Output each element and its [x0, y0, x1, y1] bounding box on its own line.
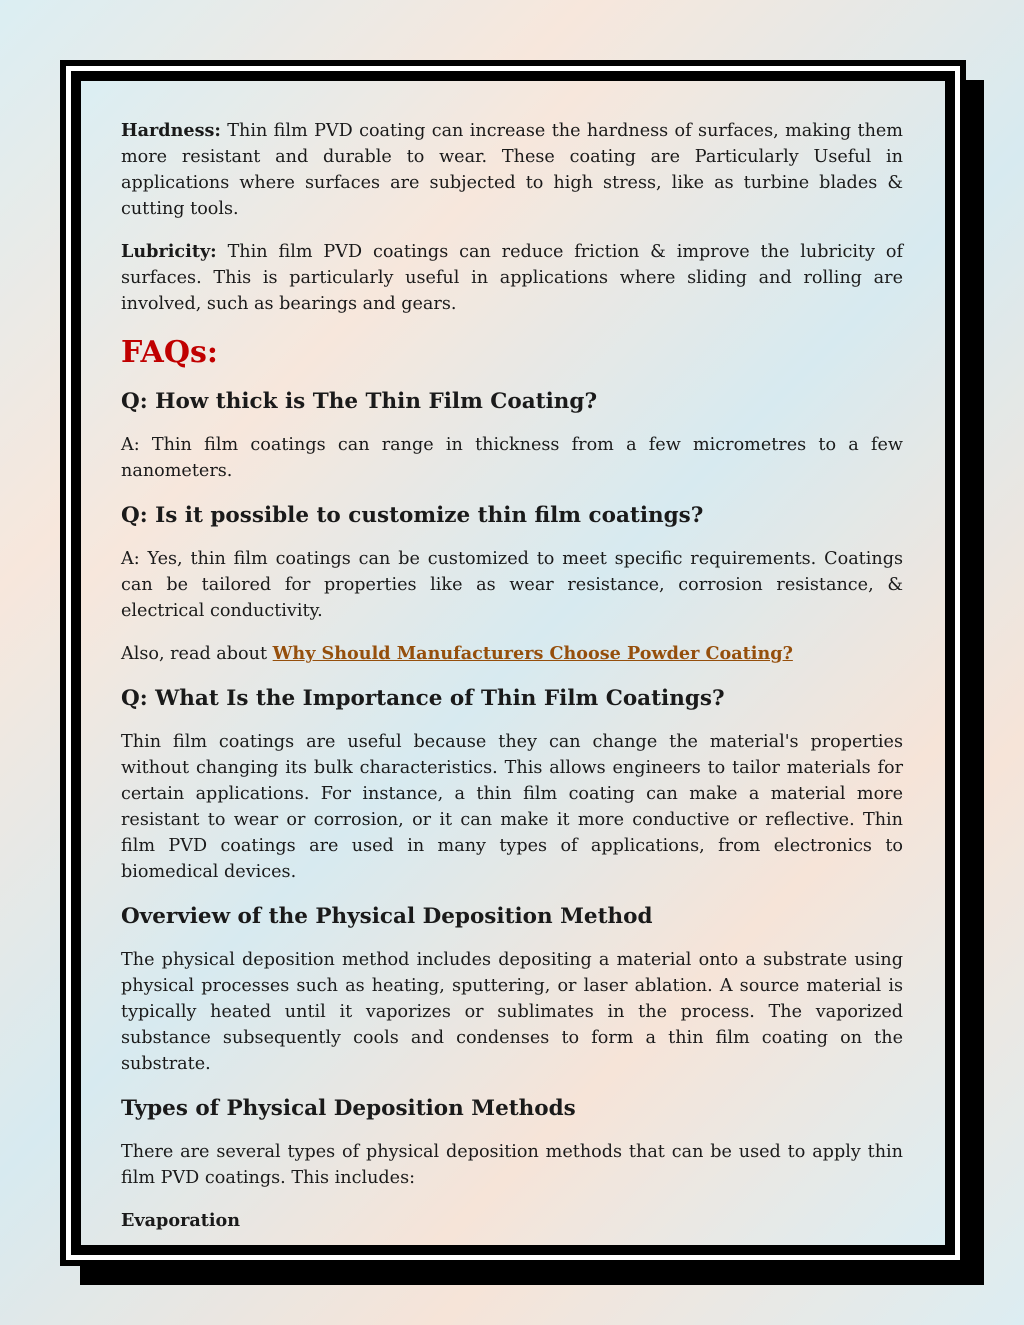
also-read-paragraph: [121, 641, 903, 667]
lubricity-text: Thin film PVD coatings can reduce friction & improve the lubricity of surfaces. This is particularly useful in applications where sliding and rolling are involved, such as bearings and gears.: [121, 242, 903, 314]
faq-answer-2: A: Yes, thin film coatings can be customized to meet specific requirements. Coatings can be tailored for properties like as wear resistance, corrosion resistance, & electrical conductivity.: [121, 549, 903, 621]
powder-coating-link[interactable]: Why Should Manufacturers Choose Powder Coating?: [272, 643, 793, 664]
faq-question-1: Q: How thick is The Thin Film Coating?: [121, 389, 598, 414]
importance-answer: Thin film coatings are useful because they can change the material's properties without changing its bulk characteristics. This allows engineers to tailor materials for certain applications. For instance, a thin film coating can make a material more resistant to wear or corrosion, or it can make it more conductive or reflective. Thin film PVD coatings are used in many types of applications, from electronics to biomedical devices.: [121, 732, 903, 882]
hardness-text: Thin film PVD coating can increase the hardness of surfaces, making them more resistant and durable to wear. These coating are Particularly Useful in applications where surfaces are subjected to high stress, like as turbine blades & cutting tools.: [121, 121, 903, 219]
document-body: [121, 118, 903, 1251]
also-read-prefix: Also, read about: [121, 644, 273, 664]
importance-question: Q: What Is the Importance of Thin Film Coatings?: [121, 686, 725, 711]
hardness-label: Hardness:: [121, 120, 221, 141]
lubricity-paragraph: [121, 239, 903, 317]
lubricity-label: Lubricity:: [121, 241, 217, 262]
overview-text: The physical deposition method includes depositing a material onto a substrate using physical processes such as heating, sputtering, or laser ablation. A source material is typically heated until it vaporizes or sublimates in the process. The vaporized substance subsequently cools and condenses to form a thin film coating on the substrate.: [121, 950, 903, 1074]
faq-answer-1: A: Thin film coatings can range in thickness from a few micrometres to a few nanometers.: [121, 435, 903, 481]
faq-heading: FAQs:: [121, 335, 218, 370]
hardness-paragraph: [121, 118, 903, 222]
types-heading: Types of Physical Deposition Methods: [121, 1096, 576, 1121]
faq-question-2: Q: Is it possible to customize thin film coatings?: [121, 503, 704, 528]
evaporation-label: Evaporation: [121, 1210, 241, 1231]
evaporation-label-paragraph: [121, 1208, 903, 1234]
types-text: There are several types of physical deposition methods that can be used to apply thin film PVD coatings. This includes:: [121, 1142, 903, 1188]
overview-heading: Overview of the Physical Deposition Method: [121, 904, 653, 929]
